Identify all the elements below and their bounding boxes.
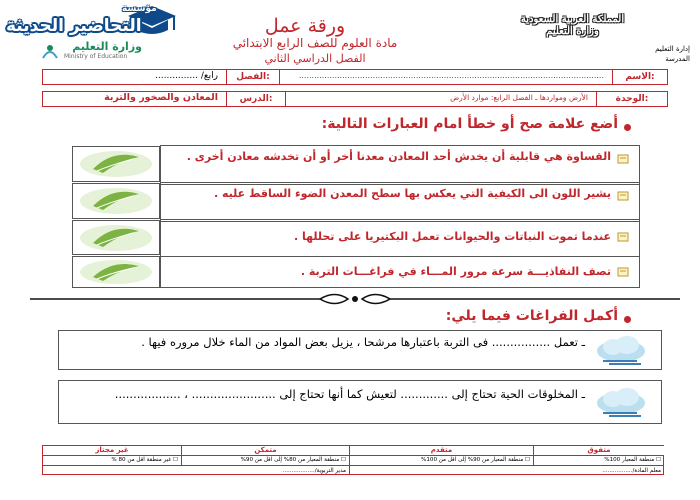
note-icon (617, 154, 629, 164)
note-icon (617, 267, 629, 277)
admin-school-label: المدرسة (665, 55, 690, 63)
ministry-logo-icon (40, 40, 60, 60)
statement-box-3 (160, 219, 640, 257)
leaf-icon (73, 257, 159, 287)
brand-name: التحاضير الحديثة (6, 16, 142, 36)
rubric-criterion-4: ☐ غير منطقة اقل من 80 % (43, 455, 181, 465)
statement-box-2 (160, 182, 640, 222)
statement-text-1: القساوة هي قابلية أن يخدش أحد المعادن معدنا أخر أو أن تخدشه معادن أخرى . (186, 150, 611, 163)
section2-heading: أكمل الفراغات فيما يلي: (445, 308, 618, 324)
rubric-criterion-1: ☐ منطقة المعيار 100% (533, 455, 664, 465)
rubric-criterion-2: ☐ منطقة المعيار من 90% إلى اقل من 100% (349, 455, 533, 465)
semester-label: الفصل الدراسي الثاني (264, 52, 366, 65)
fill-box-1[interactable] (58, 330, 662, 370)
fill-text-2: ـ المخلوقات الحية تحتاج إلى ............. لتعيش كما أنها تحتاج إلى ....................... ، .................. (114, 387, 585, 401)
admin-education-label: إدارة التعليم (655, 45, 690, 53)
answer-box-4[interactable] (72, 256, 160, 288)
page-title: ورقة عمل (264, 15, 346, 37)
unit-value: الأرض ومواردها ـ الفصل الرابع: موارد الأرض (450, 93, 588, 102)
rubric-level-4: غير مجتاز (43, 446, 181, 455)
rubric-level-2: متقدم (349, 446, 533, 455)
answer-box-1[interactable] (72, 146, 160, 182)
rubric-level-1: متفوق (533, 446, 664, 455)
leaf-icon (73, 221, 159, 254)
ministry-name-en: Ministry of Education (64, 53, 128, 60)
brand-prefix: مؤسسة (122, 4, 157, 14)
name-label: الاسم: (612, 69, 668, 85)
note-icon (617, 232, 629, 242)
leaf-icon (73, 184, 159, 218)
lesson-value: المعادن والصخور والتربة (104, 92, 218, 103)
statement-text-2: يشير اللون الى الكيفية التي يعكس بها سطح المعدن الضوء الساقط عليه . (213, 187, 611, 200)
fill-text-1: ـ تعمل ................ فى التربة باعتبارها مرشحا ، يزيل بعض المواد من الماء خلال مروره فيها . (141, 335, 585, 349)
cloud-icon (593, 385, 649, 419)
rubric-level-3: متمكن (181, 446, 349, 455)
cloud-icon (593, 333, 649, 367)
name-field[interactable]: ........................................................................................................................ (298, 71, 604, 80)
class-label: الفصل: (226, 69, 280, 85)
ornament-divider (30, 292, 680, 306)
answer-box-2[interactable] (72, 183, 160, 219)
note-icon (617, 191, 629, 201)
answer-box-3[interactable] (72, 220, 160, 255)
unit-label: الوحدة: (596, 91, 668, 107)
brand-logo (2, 2, 172, 44)
kingdom-line1: المملكة العربية السعودية (520, 14, 625, 25)
class-field[interactable]: رابع/ ............... (155, 71, 218, 81)
ministry-logo (62, 40, 142, 60)
statement-text-4: تصف النفاذيـــة سرعة مرور المـــاء في فراغـــات التربة . (300, 265, 611, 278)
ministry-name-ar: وزارة التعليم (72, 40, 142, 53)
statement-text-3: عندما تموت النباتات والحيوانات تعمل البكتيريا على تحللها . (293, 230, 611, 243)
admin-block (580, 44, 690, 64)
kingdom-line2: وزارة التعليم (546, 26, 599, 37)
section2-bullet-icon (624, 316, 631, 323)
teacher-signature: معلم المادة/................. (349, 465, 664, 475)
statement-box-1 (160, 145, 640, 185)
statement-box-4 (160, 256, 640, 288)
leaf-icon (73, 147, 159, 181)
section1-heading: أضع علامة صح أو خطأ امام العبارات التالية: (321, 116, 618, 132)
supervisor-signature: مدير التربوية/.................. (43, 465, 349, 475)
rubric-criterion-3: ☐ منطقة المعيار من 80% إلى اقل من 90% (181, 455, 349, 465)
fill-box-2[interactable] (58, 380, 662, 424)
section1-bullet-icon (624, 124, 631, 131)
page-subtitle: مادة العلوم للصف الرابع الابتدائي (232, 36, 398, 50)
lesson-label: الدرس: (226, 91, 286, 107)
rubric-table (42, 445, 664, 475)
